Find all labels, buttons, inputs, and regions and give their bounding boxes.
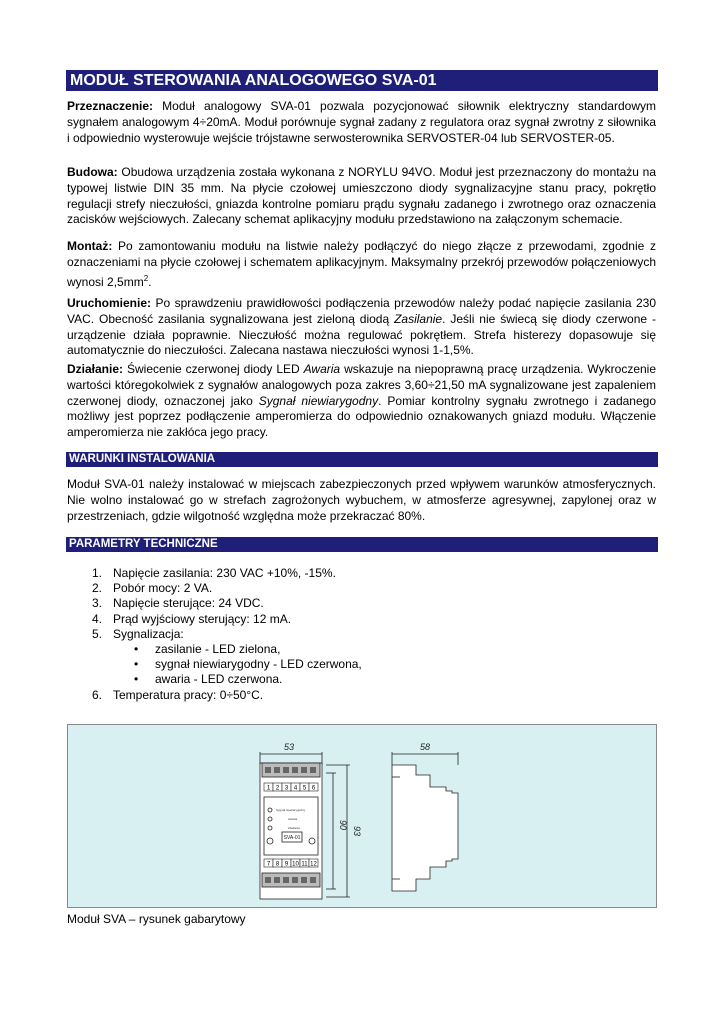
montaz-label: Montaż:	[67, 239, 113, 253]
terminal-number: 3	[284, 785, 289, 792]
screw-icon	[265, 877, 271, 883]
uruchomienie-em: Zasilanie	[394, 311, 443, 326]
paragraph-dzialanie	[67, 362, 656, 441]
paragraph-budowa	[67, 165, 656, 228]
paragraph-warunki: Moduł SVA-01 należy instalować w miejscach zabezpieczonych przed wpływem warunków atmosferycznych. Nie wolno instalować go w strefach zagrożonych wybuchem, w atmosferze agresywnej, zapylonej oraz w przestrzeniach, gdzie wilgotność względna może przekraczać 80%.	[67, 477, 656, 523]
screw-icon	[292, 877, 298, 883]
list-item-number: 1.	[92, 566, 103, 580]
screw-icon	[274, 877, 280, 883]
dimension-drawing-panel	[67, 724, 657, 908]
paragraph-montaz	[67, 239, 656, 290]
dzialanie-label: Działanie:	[67, 362, 124, 376]
bullet-text: awaria - LED czerwona.	[155, 672, 283, 687]
terminal-number: 1	[266, 785, 271, 792]
bullet-item	[92, 642, 362, 657]
model-label: SVA-01	[283, 835, 301, 841]
dzialanie-text-3: . Pomiar kontrolny sygnału zwrotnego i zadanego możliwy jest poprzez podłączenie amperomierza do odpowiednio oznakowanych gniazd modułu. Włączenie amperomierza nie zakłóca jego pracy.	[67, 393, 656, 440]
list-item-text: Pobór mocy: 2 VA.	[113, 581, 213, 596]
led-label: Sygnał niewiarygodny	[276, 808, 306, 812]
list-item-text: Napięcie zasilania: 230 VAC +10%, -15%.	[113, 566, 336, 580]
terminal-number: 5	[302, 785, 307, 792]
module-side-profile	[392, 765, 458, 891]
list-item	[92, 688, 362, 703]
bullet-item	[92, 657, 362, 672]
section-heading-parametry: PARAMETRY TECHNICZNE	[66, 537, 658, 552]
paragraph-uruchomienie	[67, 296, 656, 359]
dim-label-side-width: 58	[419, 742, 431, 752]
list-item	[92, 566, 362, 581]
dzialanie-text-2: wskazuje na niepoprawną pracę urządzenia. Wykroczenie wartości któregokolwiek z sygnałów analogowych poza zakres 3,60÷21,50 mA sygnalizowane jest zapaleniem czerwonej diody, oznaczonej jako	[67, 362, 657, 408]
bullet-icon: •	[134, 657, 139, 672]
screw-icon	[310, 767, 316, 773]
screw-icon	[292, 767, 298, 773]
montaz-end: .	[148, 274, 152, 289]
list-item-text: Napięcie sterujące: 24 VDC.	[113, 596, 264, 611]
terminal-number: 10	[292, 861, 299, 868]
bullet-icon: •	[134, 672, 139, 687]
page-title: MODUŁ STEROWANIA ANALOGOWEGO SVA-01	[66, 70, 658, 91]
dim-label-front-width: 53	[283, 742, 295, 752]
dzialanie-em-1: Awaria	[303, 362, 341, 376]
list-item	[92, 612, 362, 627]
dimension-drawing	[68, 725, 658, 909]
terminal-number: 6	[311, 785, 316, 792]
terminal-number: 12	[310, 861, 317, 868]
list-item	[92, 581, 362, 596]
led-label: Zasilanie	[288, 826, 301, 830]
list-item-number: 2.	[92, 581, 103, 596]
dim-label-height-inner: 90	[338, 819, 348, 831]
list-item-text: Sygnalizacja:	[113, 626, 184, 641]
list-item-number: 3.	[92, 596, 103, 611]
przeznaczenie-label: Przeznaczenie:	[67, 99, 154, 113]
screw-icon	[301, 767, 307, 773]
terminal-number: 8	[275, 861, 280, 868]
dzialanie-em-2: Sygnał niewiarygodny	[258, 393, 379, 408]
bullet-text: zasilanie - LED zielona,	[155, 642, 281, 657]
screw-icon	[301, 877, 307, 883]
montaz-sup: 2	[143, 273, 149, 283]
montaz-text: Po zamontowaniu modułu na listwie należy podłączyć do niego złącze z przewodami, zgodnie z oznaczeniami na płycie czołowej i schematem aplikacyjnym. Maksymalny przekrój przewodów połączeniowych wynosi 2,5mm	[67, 239, 656, 289]
budowa-label: Budowa:	[67, 165, 118, 179]
parameters-list	[92, 566, 362, 703]
list-item-number: 4.	[92, 611, 103, 626]
list-item-number: 5.	[92, 626, 103, 641]
list-item-text: Temperatura pracy: 0÷50°C.	[113, 687, 264, 702]
dim-label-height-outer: 93	[352, 825, 362, 837]
dzialanie-text-1: Świecenie czerwonej diody LED	[123, 362, 304, 376]
terminal-number: 4	[293, 785, 298, 792]
section-heading-warunki: WARUNKI INSTALOWANIA	[66, 452, 658, 467]
paragraph-przeznaczenie	[67, 99, 656, 146]
list-item-text: Prąd wyjściowy sterujący: 12 mA.	[113, 611, 292, 626]
screw-icon	[283, 767, 289, 773]
terminal-number: 7	[266, 861, 271, 868]
terminal-number: 11	[301, 861, 308, 868]
bullet-item	[92, 672, 362, 687]
led-label: Awaria	[288, 817, 298, 821]
bullet-icon: •	[134, 642, 139, 657]
terminal-number: 9	[284, 861, 289, 868]
screw-icon	[283, 877, 289, 883]
drawing-caption: Moduł SVA – rysunek gabarytowy	[67, 912, 246, 926]
bullet-text: sygnał niewiarygodny - LED czerwona,	[155, 657, 362, 672]
uruchomienie-text-2: . Jeśli nie świecą się diody czerwone - urządzenie działa poprawnie. Nieczułość można regulować pokrętłem. Strefa histerezy dopasowuje się automatycznie do nieczułości. Zalecana nastawa nieczułości wynosi 1-1,5%.	[67, 311, 656, 358]
terminal-number: 2	[275, 785, 280, 792]
screw-icon	[265, 767, 271, 773]
list-item-number: 6.	[92, 687, 103, 702]
screw-icon	[274, 767, 280, 773]
uruchomienie-label: Uruchomienie:	[67, 296, 152, 310]
budowa-text: Obudowa urządzenia została wykonana z NORYLU 94VO. Moduł jest przeznaczony do montażu na typowej listwie DIN 35 mm. Na płycie czołowej umieszczono diody sygnalizacyjne stanu pracy, pokrętło regulacji strefy nieczułości, gniazda kontrolne pomiaru prądu sygnału zadanego i zwrotnego oraz oznaczenia zacisków wejściowych. Zalecany schemat aplikacyjny modułu przedstawiono na załączonym schemacie.	[67, 165, 656, 227]
uruchomienie-text-1: Po sprawdzeniu prawidłowości podłączenia przewodów należy podać napięcie zasilania 230 VAC. Obecność zasilania sygnalizowana jest zieloną diodą	[67, 296, 656, 326]
list-item	[92, 596, 362, 611]
list-item	[92, 627, 362, 642]
screw-icon	[310, 877, 316, 883]
przeznaczenie-text: Moduł analogowy SVA-01 pozwala pozycjonować siłownik elektryczny standardowym sygnałem analogowym 4÷20mA. Moduł porównuje sygnał zadany z regulatora oraz sygnał zwrotny z siłownika i odpowiednio wysterowuje wejście trójstawne serwosterownika SERVOSTER-04 lub SERVOSTER-05.	[67, 99, 656, 145]
